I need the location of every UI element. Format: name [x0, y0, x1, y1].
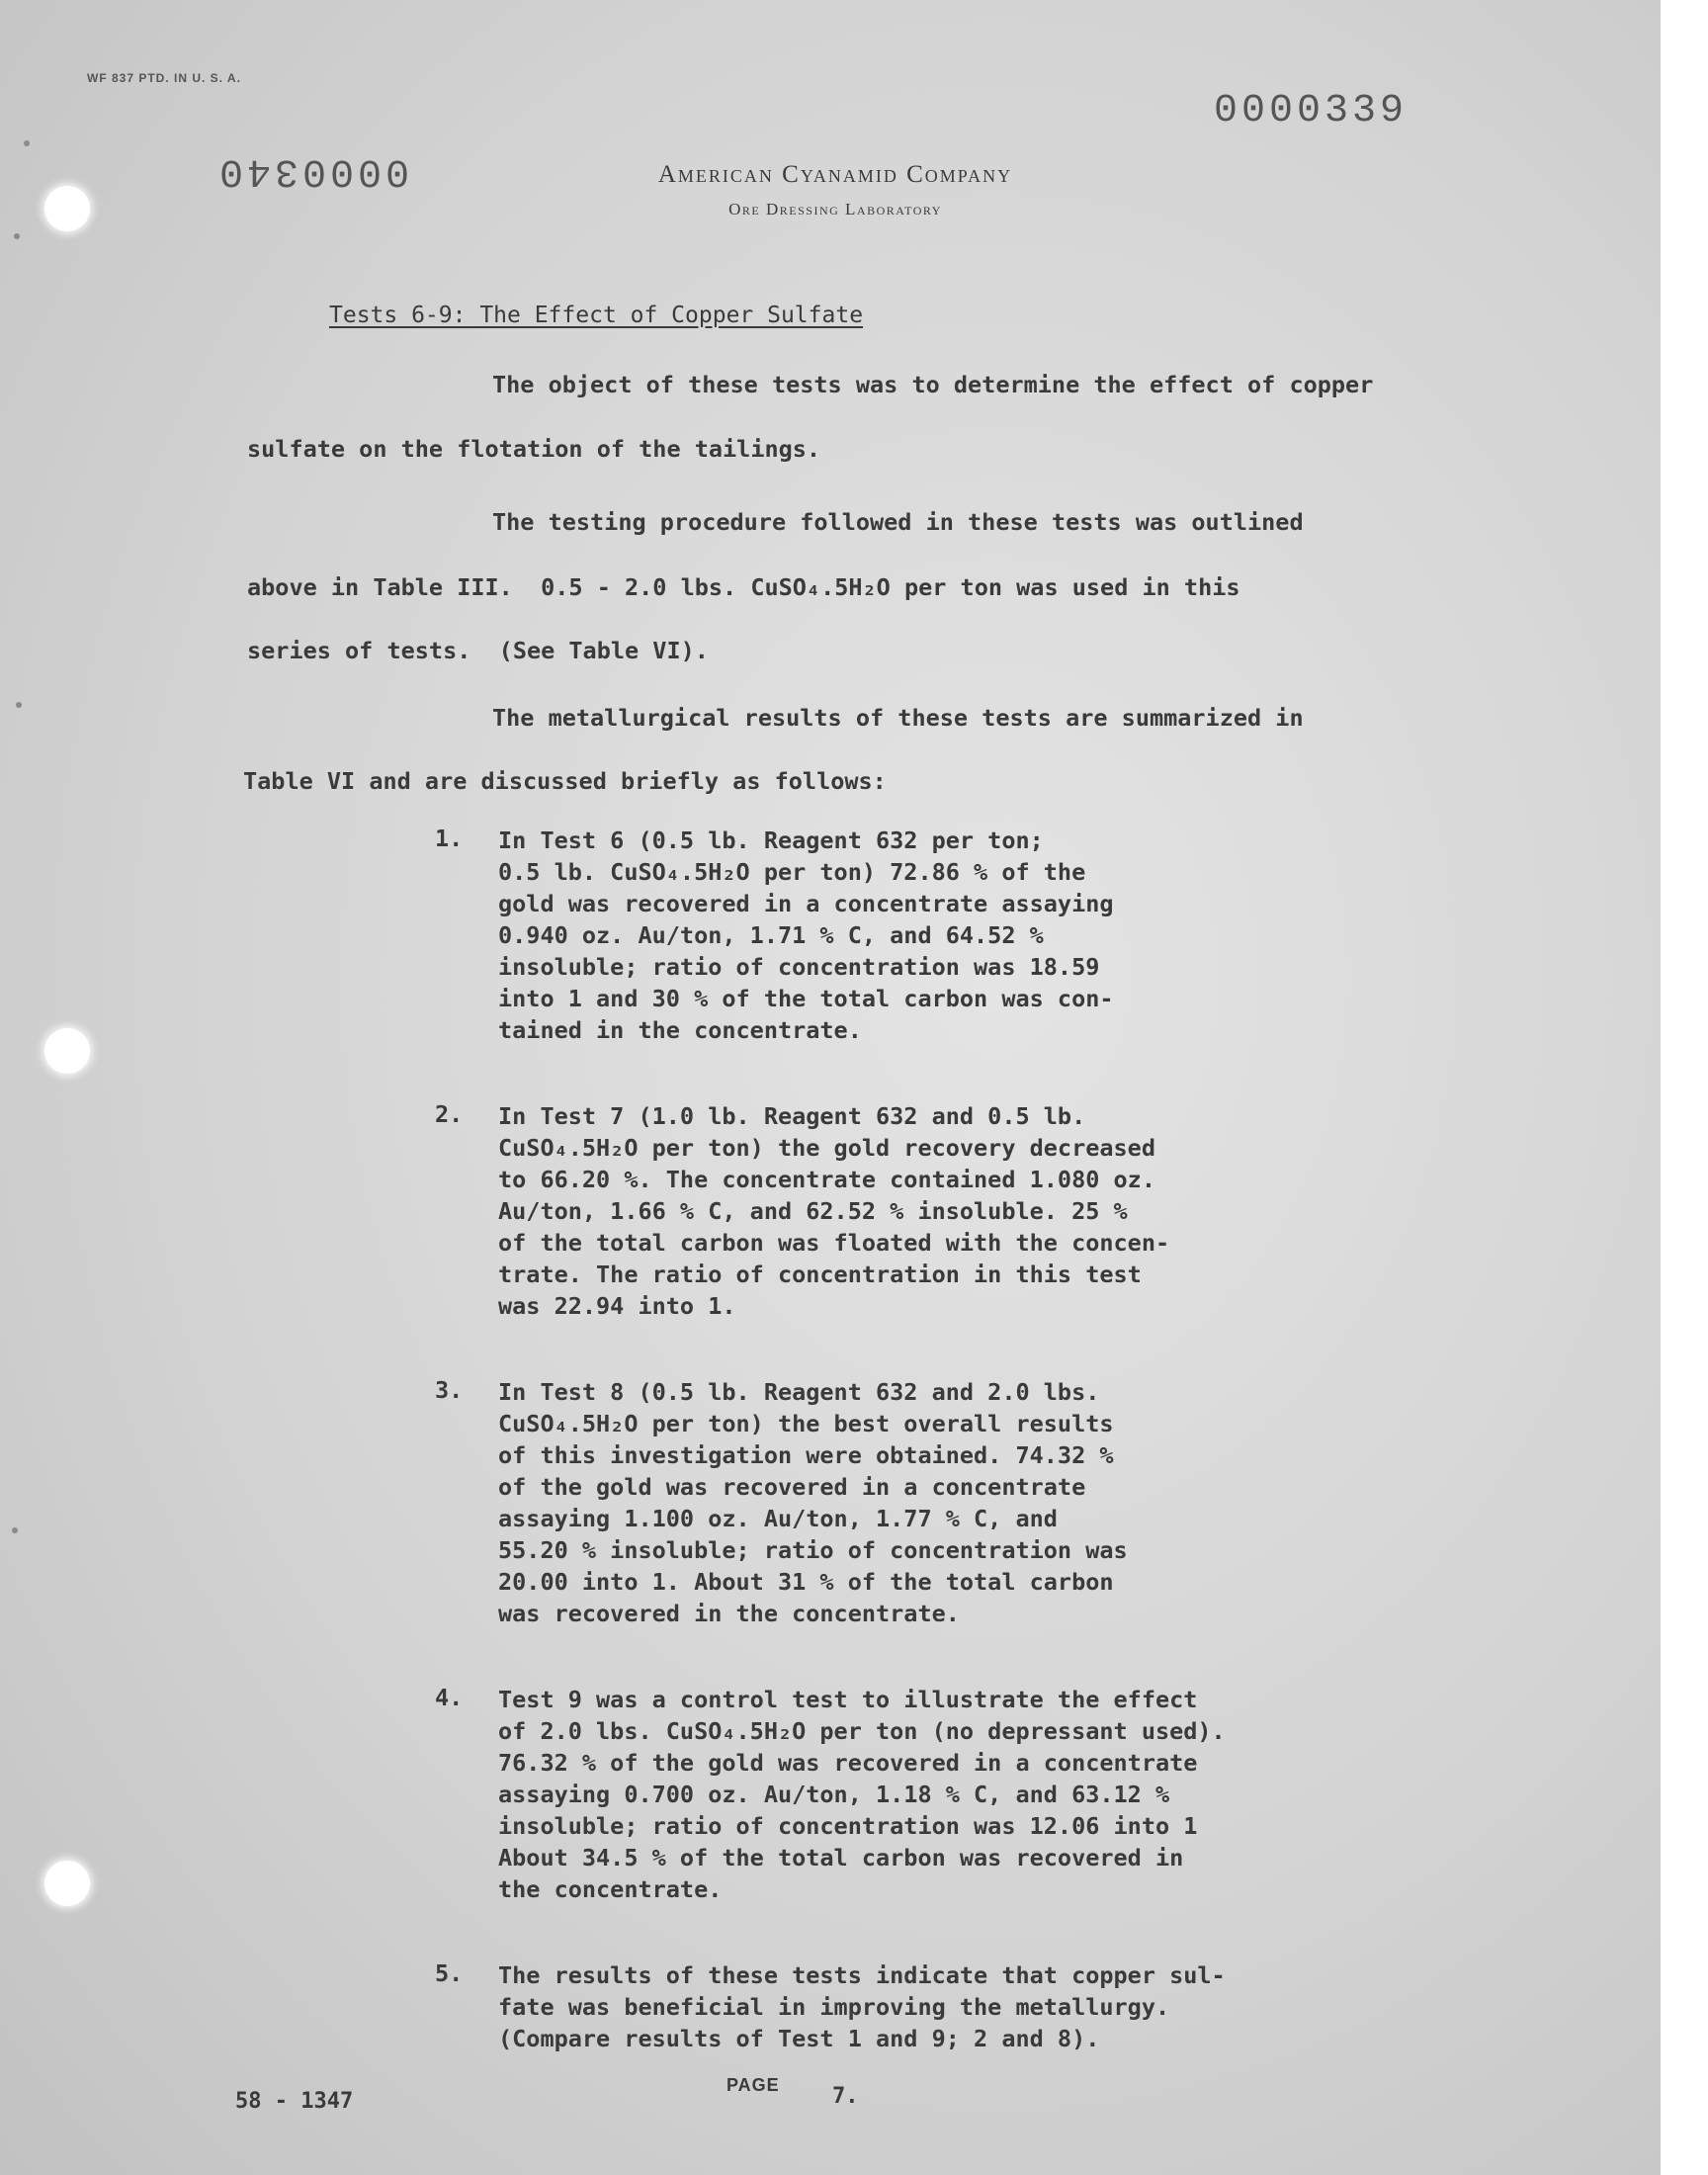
paragraph-line: The metallurgical results of these tests are summarized in	[492, 704, 1304, 732]
binder-hole	[44, 1861, 90, 1906]
list-item-number: 3.	[435, 1376, 464, 1404]
results-list	[435, 825, 1344, 2109]
list-item	[435, 1100, 1344, 1322]
list-item	[435, 825, 1344, 1046]
paragraph-line: sulfate on the flotation of the tailings.	[247, 435, 821, 463]
paper-speck	[12, 1527, 18, 1533]
company-name: American Cyanamid Company	[657, 161, 1013, 188]
laboratory-name: Ore Dressing Laboratory	[728, 200, 942, 218]
list-item	[435, 1376, 1344, 1629]
section-heading: Tests 6-9: The Effect of Copper Sulfate	[329, 303, 864, 328]
paper-speck	[14, 233, 20, 239]
list-item-text: In Test 8 (0.5 lb. Reagent 632 and 2.0 lbs. CuSO₄.5H₂O per ton) the best overall results of this investigation were obtained. 74.32 % of the gold was recovered in a concentrate assaying 1.100 oz. Au/ton, 1.77 % C, and 55.20 % insoluble; ratio of concentration was 20.00 into 1. About 31 % of the total carbon was recovered in the concentrate.	[498, 1378, 1128, 1627]
scan-margin	[1661, 0, 1708, 2175]
form-number: WF 837 PTD. IN U. S. A.	[87, 71, 241, 85]
list-item-number: 4.	[435, 1684, 464, 1711]
paragraph-line: series of tests. (See Table VI).	[247, 637, 709, 664]
list-item	[435, 1959, 1344, 2054]
list-item-text: In Test 6 (0.5 lb. Reagent 632 per ton; 0.5 lb. CuSO₄.5H₂O per ton) 72.86 % of the gold was recovered in a concentrate assaying 0.940 oz. Au/ton, 1.71 % C, and 64.52 % insoluble; ratio of concentration was 18.59 into 1 and 30 % of the total carbon was con- tained in the concentrate.	[498, 826, 1114, 1044]
paper-speck	[24, 140, 30, 146]
page-label: PAGE	[726, 2075, 780, 2095]
page-number: 7.	[832, 2084, 859, 2109]
paper-speck	[16, 702, 22, 708]
document-number-stamp-inverted: 0000340	[215, 148, 410, 193]
list-item	[435, 1684, 1344, 1905]
paragraph-line: above in Table III. 0.5 - 2.0 lbs. CuSO₄.5H₂O per ton was used in this	[247, 573, 1240, 601]
list-item-number: 1.	[435, 825, 464, 852]
list-item-number: 5.	[435, 1959, 464, 1987]
document-number-stamp: 0000339	[1214, 89, 1409, 133]
paragraph-line: Table VI and are discussed briefly as follows:	[243, 767, 887, 795]
paragraph-line: The testing procedure followed in these tests was outlined	[492, 508, 1304, 536]
list-item-text: The results of these tests indicate that copper sul- fate was beneficial in improving the metallurgy. (Compare results of Test 1 and 9; 2 and 8).	[498, 1961, 1226, 2052]
list-item-text: Test 9 was a control test to illustrate the effect of 2.0 lbs. CuSO₄.5H₂O per ton (no depressant used). 76.32 % of the gold was recovered in a concentrate assaying 0.700 oz. Au/ton, 1.18 % C, and 63.12 % insoluble; ratio of concentration was 12.06 into 1 About 34.5 % of the total carbon was recovered in the concentrate.	[498, 1686, 1226, 1903]
binder-hole	[44, 186, 90, 231]
binder-hole	[44, 1028, 90, 1074]
list-item-number: 2.	[435, 1100, 464, 1128]
footer-code: 58 - 1347	[235, 2089, 354, 2114]
list-item-text: In Test 7 (1.0 lb. Reagent 632 and 0.5 lb. CuSO₄.5H₂O per ton) the gold recovery decreased to 66.20 %. The concentrate contained 1.080 oz. Au/ton, 1.66 % C, and 62.52 % insoluble. 25 % of the total carbon was floated with the concen- trate. The ratio of concentration in this test was 22.94 into 1.	[498, 1102, 1170, 1320]
paragraph-line: The object of these tests was to determine the effect of copper	[492, 371, 1374, 398]
